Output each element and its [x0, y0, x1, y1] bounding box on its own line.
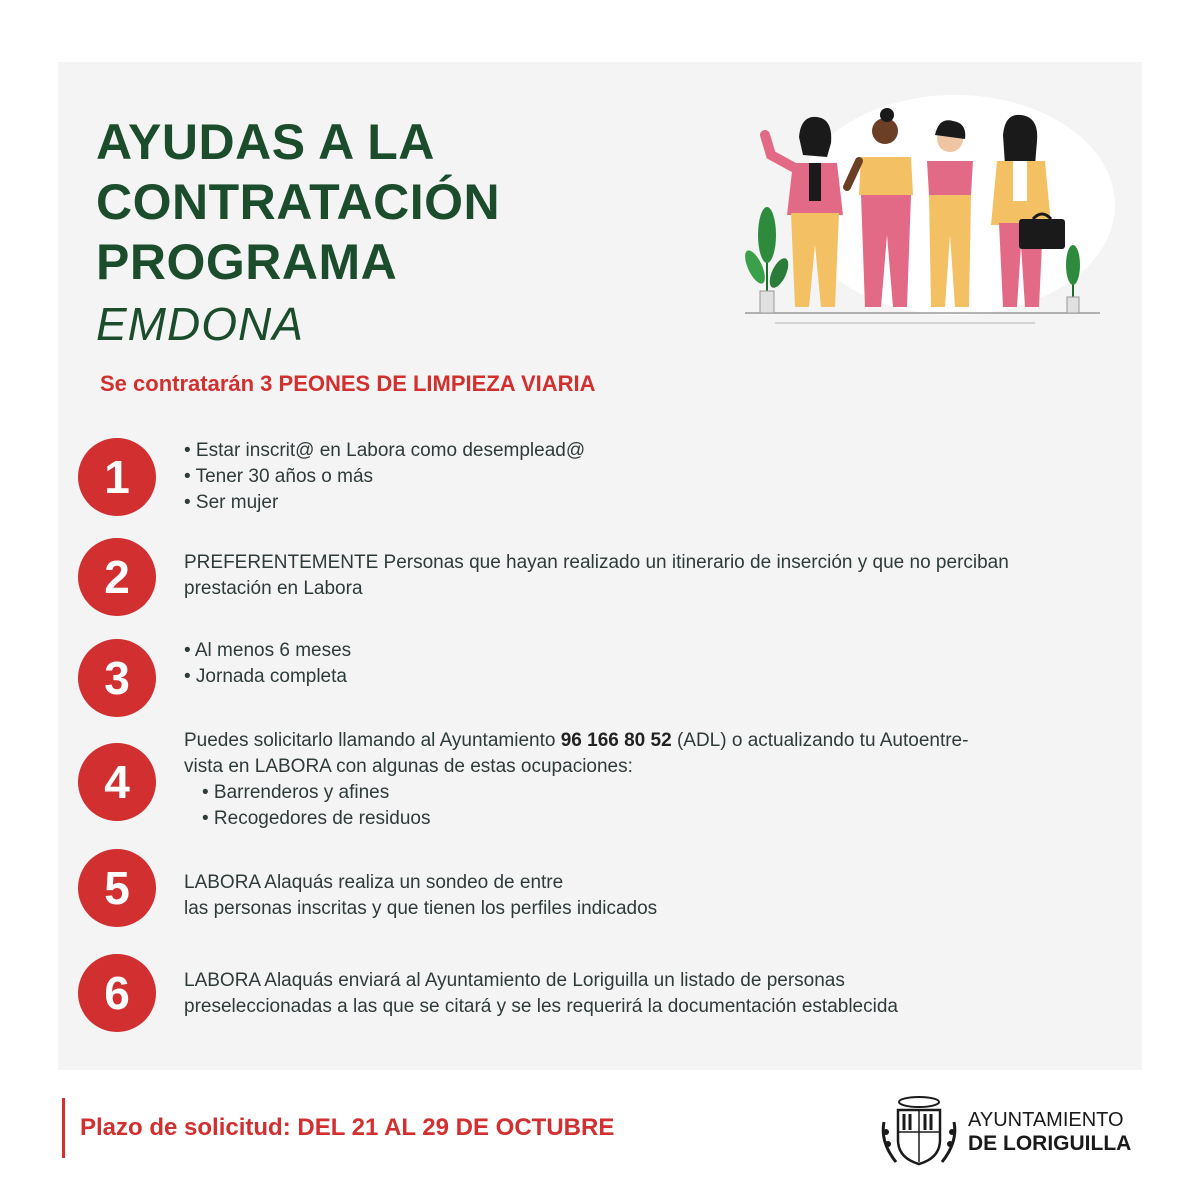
step-5-badge: 5: [78, 849, 156, 927]
step-4-bullet-2: • Recogedores de residuos: [202, 808, 431, 829]
step-4-badge: 4: [78, 743, 156, 821]
step-1-line-1: • Estar inscrit@ en Labora como desemplead@: [184, 440, 586, 461]
title-line-2: CONTRATACIÓN: [96, 174, 501, 230]
footer-accent-bar: [62, 1098, 65, 1158]
step-3-line-2: • Jornada completa: [184, 666, 347, 687]
step-1-text: [184, 438, 1104, 516]
logo-text: [968, 1108, 1131, 1156]
step-4-line-1: Puedes solicitarlo llamando al Ayuntamiento 96 166 80 52 (ADL) o actualizando tu Autoentre-: [184, 730, 969, 751]
title-line-1: AYUDAS A LA: [96, 114, 435, 170]
step-4-text: [184, 728, 1104, 832]
headline: Se contratarán 3 PEONES DE LIMPIEZA VIARIA: [100, 371, 596, 396]
plant-right-icon: [1066, 245, 1080, 313]
town-hall-logo: [876, 1092, 1166, 1172]
step-3-badge: 3: [78, 639, 156, 717]
step-2-line-2: prestación en Labora: [184, 578, 363, 599]
step-4-bullet-1: • Barrenderos y afines: [202, 782, 390, 803]
step-5-line-1: LABORA Alaquás realiza un sondeo de entre: [184, 872, 564, 893]
logo-line-1: AYUNTAMIENTO: [968, 1109, 1124, 1131]
phone-number: 96 166 80 52: [560, 730, 672, 751]
step-3-line-1: • Al menos 6 meses: [184, 640, 352, 661]
application-deadline: Plazo de solicitud: DEL 21 AL 29 DE OCTUBRE: [80, 1114, 615, 1141]
step-4-line-2: vista en LABORA con algunas de estas ocupaciones:: [184, 756, 633, 777]
step-1-line-2: • Tener 30 años o más: [184, 466, 374, 487]
step-1-badge: 1: [78, 438, 156, 516]
women-group-illustration: [735, 95, 1115, 335]
step-2-badge: 2: [78, 538, 156, 616]
step-6-badge: 6: [78, 954, 156, 1032]
step-2-line-1: PREFERENTEMENTE Personas que hayan realizado un itinerario de inserción y que no perciban: [184, 552, 1009, 573]
step-3-text: [184, 638, 1104, 690]
page-title: [96, 112, 500, 292]
logo-line-2: DE LORIGUILLA: [968, 1132, 1132, 1155]
step-5-line-2: las personas inscritas y que tienen los perfiles indicados: [184, 898, 658, 919]
step-1-line-3: • Ser mujer: [184, 492, 279, 513]
title-line-3: PROGRAMA: [96, 234, 398, 290]
step-6-line-2: preseleccionadas a las que se citará y se les requerirá la documentación establecida: [184, 996, 898, 1017]
plant-left-icon: [741, 207, 792, 313]
step-6-text: [184, 968, 1104, 1020]
step-6-line-1: LABORA Alaquás enviará al Ayuntamiento de Loriguilla un listado de personas: [184, 970, 845, 991]
program-name: EMDONA: [96, 298, 304, 350]
coat-of-arms-icon: [876, 1092, 962, 1172]
step-5-text: [184, 870, 1104, 922]
briefcase-icon: [1019, 219, 1065, 249]
step-2-text: [184, 550, 1104, 602]
